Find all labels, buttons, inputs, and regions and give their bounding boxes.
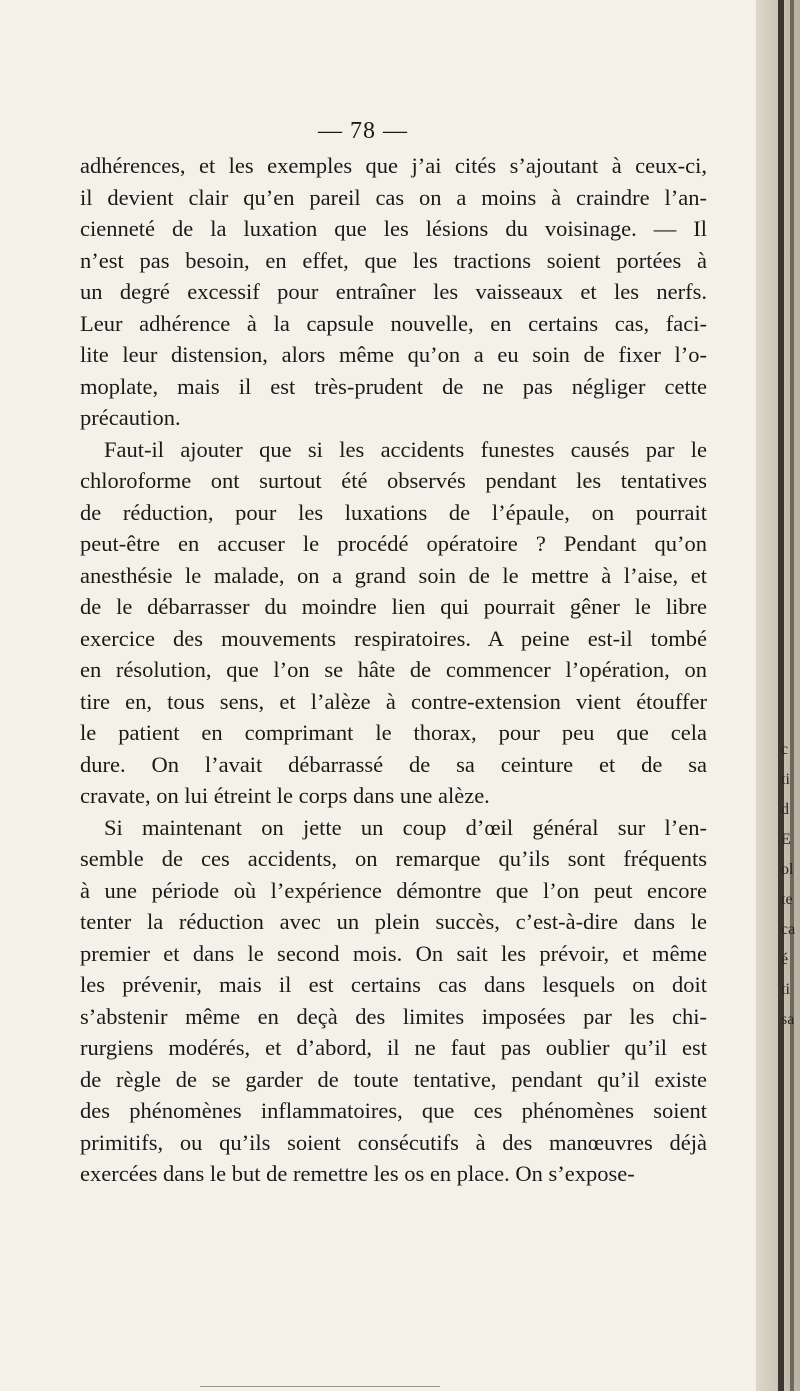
text-line: à une période où l’expérience démontre que l’on peut encore: [80, 877, 707, 903]
text-line: dure. On l’avait débarrassé de sa ceinture et de sa: [80, 751, 707, 777]
page-number: — 78 —: [318, 118, 408, 144]
text-line: s’abstenir même en deçà des limites imposées par les chi-: [80, 1003, 707, 1029]
text-line: de réduction, pour les luxations de l’épaule, on pourrait: [80, 499, 707, 525]
margin-fragment: te: [781, 891, 793, 908]
margin-fragment: ti: [781, 981, 790, 998]
body-text: [80, 150, 707, 1190]
text-line: en résolution, que l’on se hâte de commencer l’opération, on: [80, 657, 707, 682]
margin-fragment: ti: [781, 771, 790, 788]
margin-fragment: d: [781, 801, 789, 818]
text-line: de le débarrasser du moindre lien qui pourrait gêner le libre: [80, 594, 707, 619]
margin-fragment: sa: [781, 1011, 795, 1028]
text-line: n’est pas besoin, en effet, que les tractions soient portées à: [80, 247, 707, 273]
text-line: anesthésie le malade, on a grand soin de le mettre à l’aise, et: [80, 562, 707, 588]
text-line: de règle de se garder de toute tentative, pendant qu’il existe: [80, 1066, 707, 1092]
text-line: exercice des mouvements respiratoires. A peine est-il tombé: [80, 625, 707, 651]
margin-fragment: E: [781, 831, 791, 848]
text-line: il devient clair qu’en pareil cas on a moins à craindre l’an-: [80, 184, 707, 210]
text-line: moplate, mais il est très-prudent de ne pas négliger cette: [80, 373, 707, 399]
margin-fragment: ol: [781, 861, 794, 878]
binding-shadow: [778, 0, 784, 1391]
adjacent-page-fragments: [781, 735, 799, 1035]
text-line: précaution.: [80, 405, 181, 430]
text-line: les prévenir, mais il est certains cas dans lesquels on doit: [80, 972, 707, 997]
text-line: Leur adhérence à la capsule nouvelle, en certains cas, faci-: [80, 310, 707, 336]
text-line: rurgiens modérés, et d’abord, il ne faut pas oublier qu’il est: [80, 1035, 707, 1060]
margin-fragment: é: [781, 951, 789, 968]
margin-fragment: c: [781, 741, 789, 758]
text-line: Faut-il ajouter que si les accidents funestes causés par le: [104, 436, 707, 462]
margin-fragment: ca: [781, 921, 796, 938]
text-line: peut-être en accuser le procédé opératoire ? Pendant qu’on: [80, 531, 707, 556]
text-line: cravate, on lui étreint le corps dans une alèze.: [80, 783, 490, 808]
text-line: lite leur distension, alors même qu’on a eu soin de fixer l’o-: [80, 342, 707, 367]
text-line: des phénomènes inflammatoires, que ces phénomènes soient: [80, 1098, 707, 1123]
text-line: adhérences, et les exemples que j’ai cités s’ajoutant à ceux-ci,: [80, 153, 707, 178]
text-line: le patient en comprimant le thorax, pour peu que cela: [80, 720, 707, 745]
binding-shadow-secondary: [790, 0, 794, 1391]
text-line: exercées dans le but de remettre les os en place. On s’expose-: [80, 1161, 635, 1186]
text-line: primitifs, ou qu’ils soient consécutifs à des manœuvres déjà: [80, 1129, 707, 1155]
text-line: Si maintenant on jette un coup d’œil général sur l’en-: [104, 814, 707, 840]
text-line: semble de ces accidents, on remarque qu’ils sont fréquents: [80, 846, 707, 871]
text-line: tenter la réduction avec un plein succès, c’est-à-dire dans le: [80, 909, 707, 934]
text-line: cienneté de la luxation que les lésions du voisinage. — Il: [80, 216, 707, 241]
text-line: tire en, tous sens, et l’alèze à contre-extension vient étouffer: [80, 688, 707, 714]
text-line: un degré excessif pour entraîner les vaisseaux et les nerfs.: [80, 279, 707, 304]
text-line: premier et dans le second mois. On sait les prévoir, et même: [80, 940, 707, 966]
text-line: chloroforme ont surtout été observés pendant les tentatives: [80, 468, 707, 493]
bottom-divider: [200, 1386, 440, 1387]
